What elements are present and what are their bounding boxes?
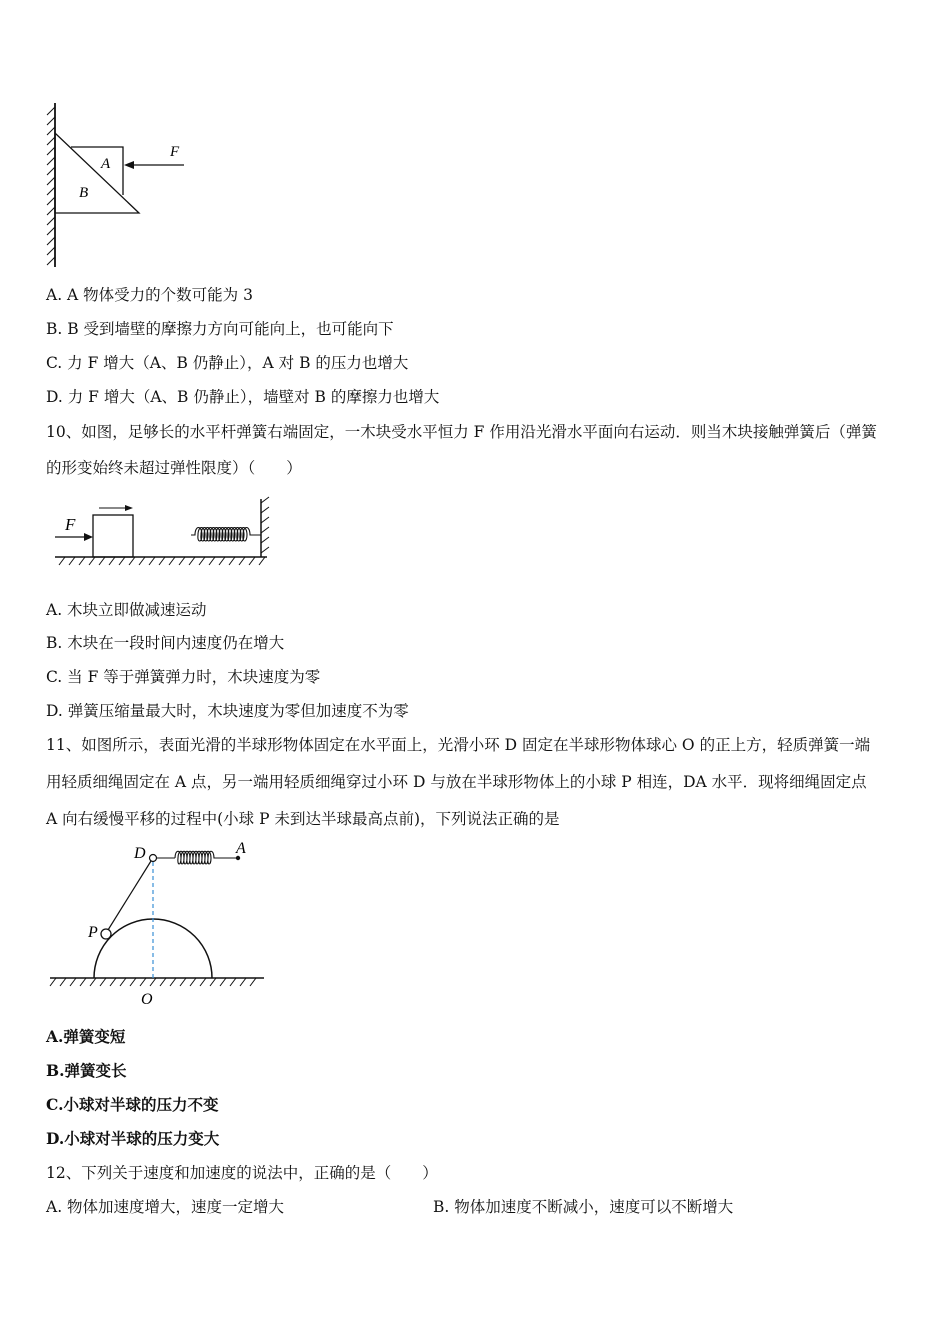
label-p: P bbox=[88, 924, 98, 941]
q12-stem: 12、下列关于速度和加速度的说法中，正确的是（ ） bbox=[46, 1164, 438, 1182]
figure-block-spring bbox=[45, 495, 285, 575]
label-f: F bbox=[170, 144, 180, 160]
force-arrowhead-icon bbox=[84, 533, 93, 541]
q11-option-a[interactable]: A.弹簧变短 bbox=[46, 1027, 126, 1046]
q11-option-b[interactable]: B.弹簧变长 bbox=[46, 1061, 127, 1080]
q12-option-b[interactable]: B. 物体加速度不断减小，速度可以不断增大 bbox=[433, 1198, 734, 1216]
q11-stem-line2: 用轻质细绳固定在 A 点，另一端用轻质细绳穿过小环 D 与放在半球形物体上的小球 P 相连，DA 水平．现将细绳固定点 bbox=[46, 773, 867, 791]
q11-stem-line1: 11、如图所示，表面光滑的半球形物体固定在水平面上，光滑小环 D 固定在半球形物体球心 O 的正上方，轻质弹簧一端 bbox=[46, 736, 871, 754]
q10-option-a[interactable]: A. 木块立即做减速运动 bbox=[46, 601, 207, 619]
label-o: O bbox=[141, 991, 153, 1008]
q10-option-c[interactable]: C. 当 F 等于弹簧弹力时，木块速度为零 bbox=[46, 668, 321, 686]
q11-option-d[interactable]: D.小球对半球的压力变大 bbox=[46, 1129, 220, 1148]
wall-hatching bbox=[47, 103, 55, 267]
triangle-b bbox=[55, 133, 139, 213]
q9-option-a[interactable]: A. A 物体受力的个数可能为 3 bbox=[46, 286, 253, 304]
q9-option-d[interactable]: D. 力 F 增大（A、B 仍静止），墙壁对 B 的摩擦力也增大 bbox=[46, 388, 440, 406]
label-d: D bbox=[134, 845, 146, 862]
ground-hatching bbox=[59, 557, 265, 565]
label-b: B bbox=[79, 185, 89, 201]
spring bbox=[191, 528, 261, 542]
wooden-block bbox=[93, 515, 133, 557]
q12-option-a[interactable]: A. 物体加速度增大，速度一定增大 bbox=[46, 1198, 285, 1216]
label-f: F bbox=[65, 515, 76, 534]
q11-option-c[interactable]: C.小球对半球的压力不变 bbox=[46, 1095, 219, 1114]
q10-stem-line2: 的形变始终未超过弹性限度）（ ） bbox=[46, 459, 302, 477]
q10-option-b[interactable]: B. 木块在一段时间内速度仍在增大 bbox=[46, 634, 285, 652]
q9-option-b[interactable]: B. B 受到墙壁的摩擦力方向可能向上，也可能向下 bbox=[46, 320, 394, 338]
figure-hemisphere bbox=[40, 840, 300, 1010]
q11-stem-line3: A 向右缓慢平移的过程中(小球 P 未到达半球最高点前)，下列说法正确的是 bbox=[46, 810, 560, 828]
q10-stem-line1: 10、如图，足够长的水平杆弹簧右端固定，一木块受水平恒力 F 作用沿光滑水平面向右运动．则当木块接触弹簧后（弹簧 bbox=[46, 423, 877, 441]
q10-option-d[interactable]: D. 弹簧压缩量最大时，木块速度为零但加速度不为零 bbox=[46, 702, 409, 720]
ground-hatching bbox=[50, 978, 256, 986]
ring-d bbox=[150, 855, 157, 862]
label-a: A bbox=[101, 156, 111, 172]
ball-p bbox=[101, 929, 111, 939]
q9-option-c[interactable]: C. 力 F 增大（A、B 仍静止），A 对 B 的压力也增大 bbox=[46, 354, 409, 372]
arrowhead-icon bbox=[124, 161, 134, 169]
figure-wall-blocks bbox=[0, 95, 200, 275]
label-a: A bbox=[236, 840, 246, 857]
right-wall-hatching bbox=[261, 497, 269, 553]
velocity-arrowhead-icon bbox=[125, 505, 133, 511]
spring bbox=[175, 851, 238, 864]
